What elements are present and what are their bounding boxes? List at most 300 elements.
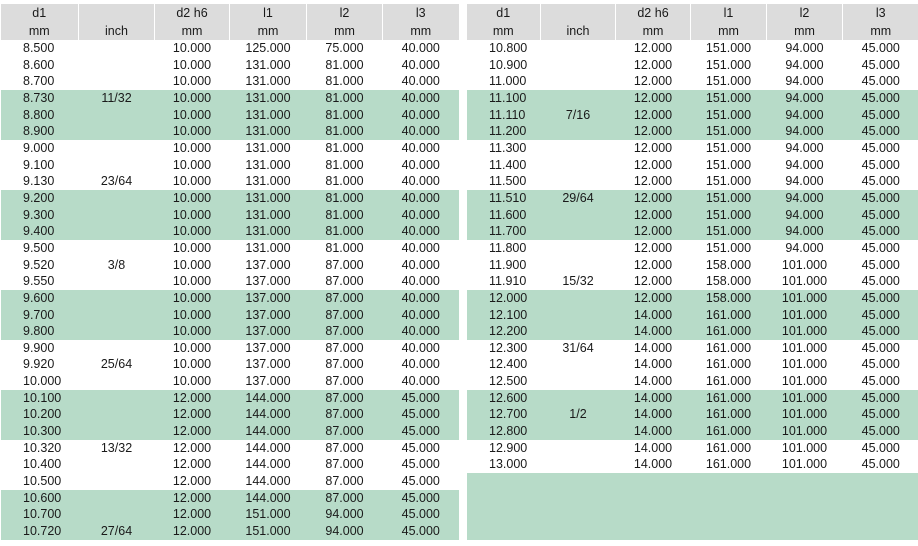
unit-inch: inch [79,22,155,40]
cell-l1: 161.000 [705,440,752,455]
cell-inch [541,173,616,190]
cell-l3: 45.000 [843,223,918,240]
cell-d1: 8.800 [1,107,79,124]
cell-d2: 14.000 [633,457,673,472]
cell-inch [79,223,155,240]
cell-d2: 12.000 [633,57,673,72]
dimension-table [466,4,918,540]
header-row-units [1,22,459,40]
cell-l3: 45.000 [843,123,918,140]
cell-d1: 12.400 [489,357,528,372]
cell-d2: 10.000 [172,257,212,272]
cell-l1: 131.000 [230,123,307,140]
unit-l3: mm [383,22,459,40]
header-inch-top [541,4,616,22]
cell-d2: 12.000 [633,74,673,89]
cell-d2: 12.000 [155,506,230,523]
cell-l2: 87.000 [307,490,383,507]
cell-l1: 131.000 [245,74,291,89]
cell-inch [541,257,616,274]
header-l1: l1 [691,4,767,22]
cell-l3: 40.000 [401,374,440,389]
cell-l2: 101.000 [767,390,843,407]
cell-inch [79,123,155,140]
header-d1: d1 [1,4,79,22]
cell-inch [79,57,155,74]
header-l2: l2 [307,4,383,22]
cell-l1: 151.000 [705,157,752,172]
header-row-units [467,22,918,40]
cell-l1: 131.000 [245,240,291,255]
cell-inch [79,323,155,340]
cell-inch [79,390,155,407]
cell-l1: 131.000 [245,140,291,155]
cell-l2: 101.000 [767,290,843,307]
unit-inch: inch [541,22,616,40]
cell-d2: 10.000 [172,157,212,172]
table-row [467,273,918,290]
table-row [1,190,459,207]
cell-d1: 9.400 [1,223,79,240]
table-row [467,307,918,324]
cell-l1: 144.000 [230,490,307,507]
cell-d1: 9.000 [23,140,55,155]
empty-cell [616,506,691,523]
cell-l3: 45.000 [861,240,900,255]
cell-d2: 12.000 [616,290,691,307]
table-row [1,90,459,107]
cell-inch [79,490,155,507]
cell-l2: 101.000 [767,406,843,423]
cell-l3: 45.000 [861,174,900,189]
cell-d2: 12.000 [172,440,212,455]
cell-l2: 101.000 [781,274,828,289]
cell-l3: 40.000 [383,190,459,207]
empty-cell [616,473,691,490]
cell-l1: 151.000 [691,207,767,224]
cell-l1: 161.000 [691,390,767,407]
cell-l2: 81.000 [325,240,364,255]
cell-l1: 158.000 [705,257,752,272]
cell-l3: 45.000 [843,190,918,207]
cell-l2: 94.000 [785,157,824,172]
cell-d1: 8.500 [23,41,55,55]
cell-l2: 81.000 [307,223,383,240]
cell-l3: 40.000 [401,57,440,72]
cell-d2: 14.000 [616,323,691,340]
cell-l2: 101.000 [781,374,828,389]
cell-d2: 10.000 [172,74,212,89]
cell-l3: 40.000 [383,223,459,240]
cell-l1: 144.000 [230,390,307,407]
right-dimension-table [466,4,918,540]
cell-l2: 81.000 [307,190,383,207]
empty-cell [467,490,541,507]
cell-d1: 11.300 [489,140,527,155]
table-row [1,406,459,423]
cell-l2: 81.000 [325,74,364,89]
cell-d2: 10.000 [172,41,212,55]
cell-inch [79,40,155,57]
cell-d2: 14.000 [633,357,673,372]
cell-l1: 151.000 [691,90,767,107]
table-row [1,157,459,174]
cell-l3: 45.000 [383,523,459,540]
cell-l1: 131.000 [230,90,307,107]
cell-l3: 40.000 [401,340,440,355]
table-row [1,506,459,523]
cell-d1: 10.200 [1,406,79,423]
cell-d2: 10.000 [172,274,212,289]
table-row [1,523,459,540]
cell-d1: 13.000 [489,457,528,472]
cell-l1: 144.000 [245,457,291,472]
cell-d1: 11.910 [489,274,527,289]
cell-inch [79,506,155,523]
cell-l3: 45.000 [843,423,918,440]
cell-inch [79,240,155,257]
cell-inch [541,40,616,57]
empty-cell [541,523,616,540]
cell-l2: 94.000 [785,174,824,189]
cell-d1: 9.550 [23,274,55,289]
empty-cell [541,506,616,523]
cell-d2: 12.000 [633,140,673,155]
table-row [1,373,459,390]
empty-cell [541,490,616,507]
table-row [1,73,459,90]
header-d1: d1 [467,4,541,22]
cell-inch: 3/8 [107,257,126,272]
cell-l2: 94.000 [785,57,824,72]
cell-l3: 45.000 [383,406,459,423]
cell-d1: 8.600 [23,57,55,72]
cell-d2: 12.000 [633,240,673,255]
empty-cell [691,473,767,490]
cell-l3: 45.000 [861,457,900,472]
cell-l1: 151.000 [691,123,767,140]
cell-l3: 45.000 [383,506,459,523]
cell-inch: 31/64 [562,340,594,355]
cell-d1: 10.700 [1,506,79,523]
cell-l1: 131.000 [230,207,307,224]
table-row [1,257,459,274]
cell-l3: 45.000 [861,157,900,172]
table-row [1,40,459,57]
cell-d1: 10.400 [23,457,62,472]
cell-l3: 40.000 [383,307,459,324]
table-body [467,40,918,540]
cell-l2: 94.000 [307,523,383,540]
cell-inch [79,207,155,224]
cell-l2: 87.000 [325,440,364,455]
cell-d1: 9.520 [23,257,55,272]
cell-d1: 12.300 [489,340,528,355]
cell-l2: 87.000 [325,474,364,489]
cell-l3: 45.000 [843,290,918,307]
cell-l3: 45.000 [843,390,918,407]
cell-l3: 45.000 [401,474,440,489]
cell-d1: 12.000 [467,290,541,307]
cell-l3: 45.000 [401,457,440,472]
cell-inch: 27/64 [79,523,155,540]
cell-l1: 151.000 [691,190,767,207]
cell-l2: 101.000 [781,340,828,355]
empty-cell [843,523,918,540]
empty-cell [467,523,541,540]
cell-l3: 45.000 [843,107,918,124]
cell-inch [541,440,616,457]
cell-inch [79,140,155,157]
cell-l3: 40.000 [383,123,459,140]
cell-l2: 101.000 [767,423,843,440]
cell-l2: 94.000 [767,223,843,240]
cell-l2: 94.000 [785,74,824,89]
cell-d2: 12.000 [616,107,691,124]
cell-inch [79,406,155,423]
empty-cell [843,473,918,490]
table-row [1,173,459,190]
cell-d1: 12.600 [467,390,541,407]
cell-d1: 10.320 [23,440,62,455]
cell-d1: 12.200 [467,323,541,340]
cell-l3: 40.000 [383,290,459,307]
cell-l3: 45.000 [843,406,918,423]
empty-cell [767,473,843,490]
cell-inch [541,356,616,373]
cell-d2: 10.000 [172,340,212,355]
table-row [467,40,918,57]
header-l2: l2 [767,4,843,22]
cell-d2: 12.000 [155,423,230,440]
cell-l2: 81.000 [325,57,364,72]
table-row [1,423,459,440]
cell-l1: 151.000 [230,523,307,540]
header-l1: l1 [230,4,307,22]
table-row [467,157,918,174]
cell-d1: 11.510 [467,190,541,207]
unit-l3: mm [843,22,918,40]
cell-l1: 131.000 [245,157,291,172]
cell-l3: 45.000 [861,357,900,372]
table-row [1,107,459,124]
cell-l1: 161.000 [705,374,752,389]
cell-d2: 12.000 [616,223,691,240]
cell-inch [541,223,616,240]
cell-l1: 161.000 [691,323,767,340]
cell-inch [541,423,616,440]
cell-l2: 101.000 [781,357,828,372]
cell-inch [541,157,616,174]
empty-band-row [467,506,918,523]
cell-l1: 137.000 [230,307,307,324]
cell-inch [541,140,616,157]
cell-d1: 12.100 [467,307,541,324]
cell-d2: 10.000 [155,223,230,240]
table-row [467,240,918,257]
cell-l2: 101.000 [767,307,843,324]
cell-d1: 9.130 [23,174,55,189]
cell-inch [541,290,616,307]
cell-l2: 81.000 [307,123,383,140]
empty-cell [616,490,691,507]
table-row [467,190,918,207]
cell-d2: 10.000 [172,240,212,255]
cell-d2: 10.000 [172,140,212,155]
cell-d2: 10.000 [155,323,230,340]
empty-cell [691,506,767,523]
cell-d1: 9.900 [23,340,55,355]
table-row [467,440,918,457]
cell-d1: 12.800 [467,423,541,440]
cell-d2: 10.000 [155,123,230,140]
cell-inch [541,207,616,224]
cell-inch [79,307,155,324]
cell-l2: 94.000 [767,123,843,140]
cell-d1: 10.720 [1,523,79,540]
cell-inch: 25/64 [100,357,133,372]
cell-l3: 45.000 [861,274,900,289]
cell-d1: 8.700 [23,74,55,89]
cell-l2: 94.000 [767,207,843,224]
unit-l1: mm [230,22,307,40]
cell-d2: 14.000 [616,390,691,407]
empty-cell [541,473,616,490]
cell-d2: 10.000 [172,357,212,372]
left-dimension-table [0,4,458,540]
cell-inch [79,290,155,307]
cell-d2: 12.000 [155,390,230,407]
table-row [1,273,459,290]
cell-l2: 81.000 [307,90,383,107]
cell-inch [541,456,616,473]
cell-l2: 94.000 [767,107,843,124]
cell-d2: 12.000 [155,523,230,540]
cell-d2: 12.000 [633,174,673,189]
cell-l2: 87.000 [325,340,364,355]
cell-l1: 161.000 [691,307,767,324]
cell-d1: 12.500 [489,374,528,389]
table-row [467,73,918,90]
cell-inch [79,157,155,174]
cell-l3: 45.000 [843,323,918,340]
cell-l1: 137.000 [230,323,307,340]
cell-d2: 12.000 [172,474,212,489]
cell-l3: 40.000 [401,240,440,255]
table-row [467,423,918,440]
cell-d2: 12.000 [155,490,230,507]
cell-l1: 131.000 [245,174,291,189]
cell-l3: 45.000 [861,140,900,155]
cell-inch [79,473,155,490]
cell-l1: 131.000 [230,107,307,124]
cell-l1: 151.000 [230,506,307,523]
cell-l3: 40.000 [401,74,440,89]
cell-d1: 10.900 [489,57,528,72]
empty-cell [767,523,843,540]
unit-l2: mm [767,22,843,40]
cell-l3: 40.000 [401,174,440,189]
cell-l3: 40.000 [383,90,459,107]
unit-l2: mm [307,22,383,40]
cell-inch [541,240,616,257]
unit-d1: mm [467,22,541,40]
table-row [1,290,459,307]
empty-band-row [467,473,918,490]
cell-d2: 10.000 [155,307,230,324]
cell-l3: 45.000 [861,257,900,272]
table-row [467,290,918,307]
cell-d2: 14.000 [616,307,691,324]
cell-d1: 11.500 [489,174,527,189]
cell-d2: 12.000 [633,41,673,55]
table-row [467,140,918,157]
cell-l1: 131.000 [230,190,307,207]
unit-d2: mm [616,22,691,40]
table-body [1,40,459,540]
table-row [1,390,459,407]
cell-d1: 9.700 [1,307,79,324]
cell-d1: 10.500 [23,474,62,489]
cell-l1: 125.000 [245,41,291,55]
cell-l2: 101.000 [781,257,828,272]
cell-l3: 45.000 [843,90,918,107]
cell-d1: 11.900 [489,257,527,272]
cell-l3: 40.000 [401,157,440,172]
cell-inch: 23/64 [100,174,133,189]
dimension-table [0,4,459,540]
cell-inch: 7/16 [541,107,616,124]
cell-l1: 161.000 [691,423,767,440]
cell-inch: 15/32 [562,274,594,289]
cell-inch [541,57,616,74]
cell-d2: 10.000 [155,290,230,307]
header-d2: d2 h6 [616,4,691,22]
cell-inch [541,390,616,407]
cell-inch [79,340,155,357]
cell-d2: 10.000 [172,57,212,72]
cell-l2: 87.000 [325,374,364,389]
cell-d2: 14.000 [633,340,673,355]
table-row [467,90,918,107]
cell-d1: 9.800 [1,323,79,340]
cell-l3: 45.000 [861,74,900,89]
empty-cell [467,506,541,523]
cell-l1: 144.000 [245,440,291,455]
cell-d1: 9.100 [23,157,55,172]
cell-l3: 45.000 [861,374,900,389]
header-d2: d2 h6 [155,4,230,22]
cell-d2: 12.000 [633,257,673,272]
cell-l2: 94.000 [767,190,843,207]
cell-d2: 10.000 [155,190,230,207]
cell-l2: 87.000 [325,274,364,289]
cell-inch [79,73,155,90]
table-row [467,173,918,190]
cell-l3: 40.000 [401,257,440,272]
cell-l3: 45.000 [861,440,900,455]
cell-l2: 87.000 [307,390,383,407]
cell-inch: 29/64 [541,190,616,207]
table-row [467,456,918,473]
cell-l2: 94.000 [785,240,824,255]
cell-l1: 144.000 [230,423,307,440]
cell-d2: 14.000 [633,440,673,455]
table-row [1,223,459,240]
cell-d1: 11.200 [467,123,541,140]
cell-l1: 158.000 [705,274,752,289]
cell-l2: 87.000 [325,457,364,472]
